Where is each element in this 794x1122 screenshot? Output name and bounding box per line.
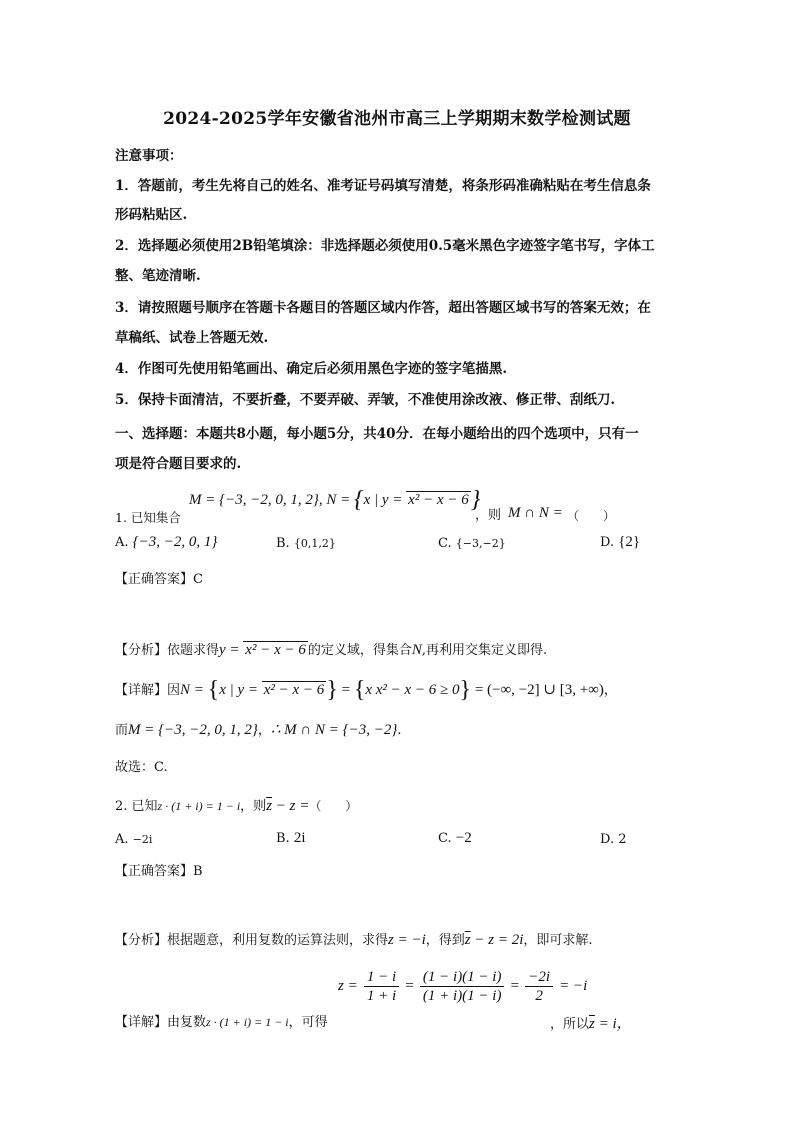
analysis-text: ，得到	[425, 933, 465, 948]
detail-text: ，所以	[550, 1017, 590, 1032]
denominator: 1 + i	[366, 988, 397, 1004]
set-m: M = {−3, −2, 0, 1, 2}, N =	[189, 492, 354, 508]
detail-text: ，可得	[288, 1015, 328, 1030]
detail-conclusion	[550, 1012, 632, 1033]
set-n-condition: x | y =	[363, 492, 407, 508]
option-label: D.	[600, 535, 615, 550]
choose-answer: 故选：C.	[115, 760, 168, 775]
conjugate-z: $\overline{z}$	[464, 932, 471, 948]
detail-continued	[115, 720, 695, 741]
fraction-derivation	[338, 968, 587, 1005]
conjugate-z: $\overline{z}$	[589, 1016, 595, 1032]
result: = −i	[559, 978, 588, 994]
option-label: C.	[438, 536, 452, 551]
option-c	[438, 830, 472, 847]
set-condition: x x² − x − 6 ≥ 0	[365, 682, 460, 698]
numerator: −2i	[525, 968, 553, 987]
question-prefix: 1. 已知集合	[115, 510, 181, 525]
option-value: {−3,−2}	[455, 537, 506, 550]
option-label: C.	[438, 831, 452, 846]
notice-item: 4．作图可先使用铅笔画出、确定后必须用黑色字迹的签字笔描黑.	[115, 361, 508, 377]
punct: ，	[257, 723, 271, 738]
set-m: M = {−3, −2, 0, 1, 2}	[128, 722, 258, 738]
correct-answer: 【正确答案】B	[115, 864, 203, 879]
math-z: z =	[338, 978, 358, 994]
option-a	[115, 534, 217, 551]
fraction	[364, 968, 399, 1005]
option-label: B.	[276, 536, 290, 551]
punct: .	[397, 723, 402, 738]
analysis	[115, 930, 695, 951]
option-value: {0,1,2}	[293, 537, 336, 550]
analysis	[115, 640, 695, 661]
ask-expression: − z =	[272, 798, 310, 814]
math-n: N	[411, 642, 422, 658]
question-2	[115, 796, 695, 817]
analysis-text: ，即可求解.	[523, 933, 593, 948]
option-value: −2i	[132, 833, 153, 846]
numerator: 1 − i	[364, 968, 399, 987]
intersection-result: ∴ M ∩ N = {−3, −2}	[270, 722, 398, 738]
option-label: D.	[600, 832, 615, 847]
question-1	[115, 488, 695, 528]
section-heading: 一、选择题：本题共8小题，每小题5分，共40分．在每小题给出的四个选项中，只有一	[115, 426, 639, 442]
option-value: −2	[455, 830, 472, 846]
detail-label: 【详解】由复数	[115, 1015, 207, 1030]
math-y: y =	[219, 642, 244, 658]
sqrt-expression: x² − x − 6	[263, 682, 325, 698]
notice-item: 形码粘贴区.	[115, 207, 188, 223]
math-z: z = −i	[388, 932, 426, 948]
analysis-text: ,再利用交集定义即得.	[421, 643, 548, 658]
detail: 【详解】因N = {x | y = x² − x − 6} = {x x² − x − 6 ≥ 0} = (−∞, −2] ∪ [3, +∞)，	[115, 677, 617, 703]
math-result: = i，	[594, 1016, 632, 1032]
conjugate-z: $\overline{z}$	[266, 798, 273, 814]
analysis-label: 【分析】根据题意，利用复数的运算法则，求得	[115, 933, 389, 948]
equals: =	[337, 682, 354, 698]
detail-label: 【详解】因	[115, 683, 181, 698]
notice-item: 草稿纸、试卷上答题无效.	[115, 330, 269, 346]
sqrt-expression: x² − x − 6	[408, 492, 469, 508]
then-text: ，则	[475, 508, 502, 523]
option-value: {2}	[618, 534, 641, 550]
then-text: ，则	[240, 799, 267, 814]
equals: =	[510, 978, 520, 994]
option-label: A.	[115, 535, 129, 550]
notice-heading: 注意事项：	[115, 148, 183, 164]
interval-result: = (−∞, −2] ∪ [3, +∞)	[471, 682, 604, 698]
option-label: B.	[276, 831, 290, 846]
equation: z · (1 + i) = 1 − i	[206, 1015, 289, 1029]
denominator: (1 + i)(1 − i)	[422, 988, 502, 1004]
answer-paren: （ ）	[567, 509, 616, 523]
detail-text: 而	[115, 723, 129, 738]
analysis-label: 【分析】依题求得	[115, 643, 220, 658]
fraction	[420, 968, 505, 1005]
page-title: 2024-2025学年安徽省池州市高三上学期期末数学检测试题	[163, 109, 631, 129]
analysis-text: 的定义域，得集合	[307, 643, 412, 658]
option-b	[276, 830, 306, 847]
answer-paren: （ ）	[309, 799, 358, 813]
fraction	[525, 968, 553, 1005]
equals: =	[405, 978, 414, 994]
correct-answer: 【正确答案】C	[115, 572, 203, 587]
option-d	[600, 832, 627, 847]
notice-item: 5．保持卡面清洁，不要折叠，不要弄破、弄皱，不准使用涂改液、修正带、刮纸刀.	[115, 392, 616, 408]
option-value: 2	[618, 832, 627, 847]
notice-item: 2．选择题必须使用2B铅笔填涂：非选择题必须使用0.5毫米黑色字迹签字笔书写，字体工	[115, 238, 655, 254]
notice-item: 整、笔迹清晰.	[115, 268, 201, 284]
math-result: − z = 2i	[470, 932, 524, 948]
set-definition: M = {−3, −2, 0, 1, 2}, N = {x | y = x² − x − 6}	[189, 487, 481, 513]
denominator: 2	[535, 988, 543, 1004]
sqrt-expression: x² − x − 6	[245, 642, 306, 658]
section-heading: 项是符合题目要求的.	[115, 456, 242, 472]
option-c	[438, 536, 506, 551]
option-b	[276, 536, 336, 551]
option-value: {−3, −2, 0, 1}	[132, 534, 218, 550]
question-prefix: 2. 已知	[115, 799, 158, 814]
notice-item: 1．答题前，考生先将自己的姓名、准考证号码填写清楚，将条形码准确粘贴在考生信息条	[115, 178, 651, 194]
math-n: N =	[180, 682, 208, 698]
notice-item: 3．请按照题号顺序在答题卡各题目的答题区域内作答，超出答题区域书写的答案无效；在	[115, 300, 651, 316]
equation: z · (1 + i) = 1 − i	[157, 799, 241, 813]
option-label: A.	[115, 832, 129, 847]
option-value: 2i	[293, 830, 306, 846]
option-a	[115, 832, 152, 847]
numerator: (1 − i)(1 − i)	[420, 968, 505, 987]
option-d	[600, 534, 640, 551]
intersection-ask: M ∩ N =	[508, 505, 563, 521]
set-condition: x | y =	[219, 682, 262, 698]
punct: ，	[603, 683, 617, 698]
